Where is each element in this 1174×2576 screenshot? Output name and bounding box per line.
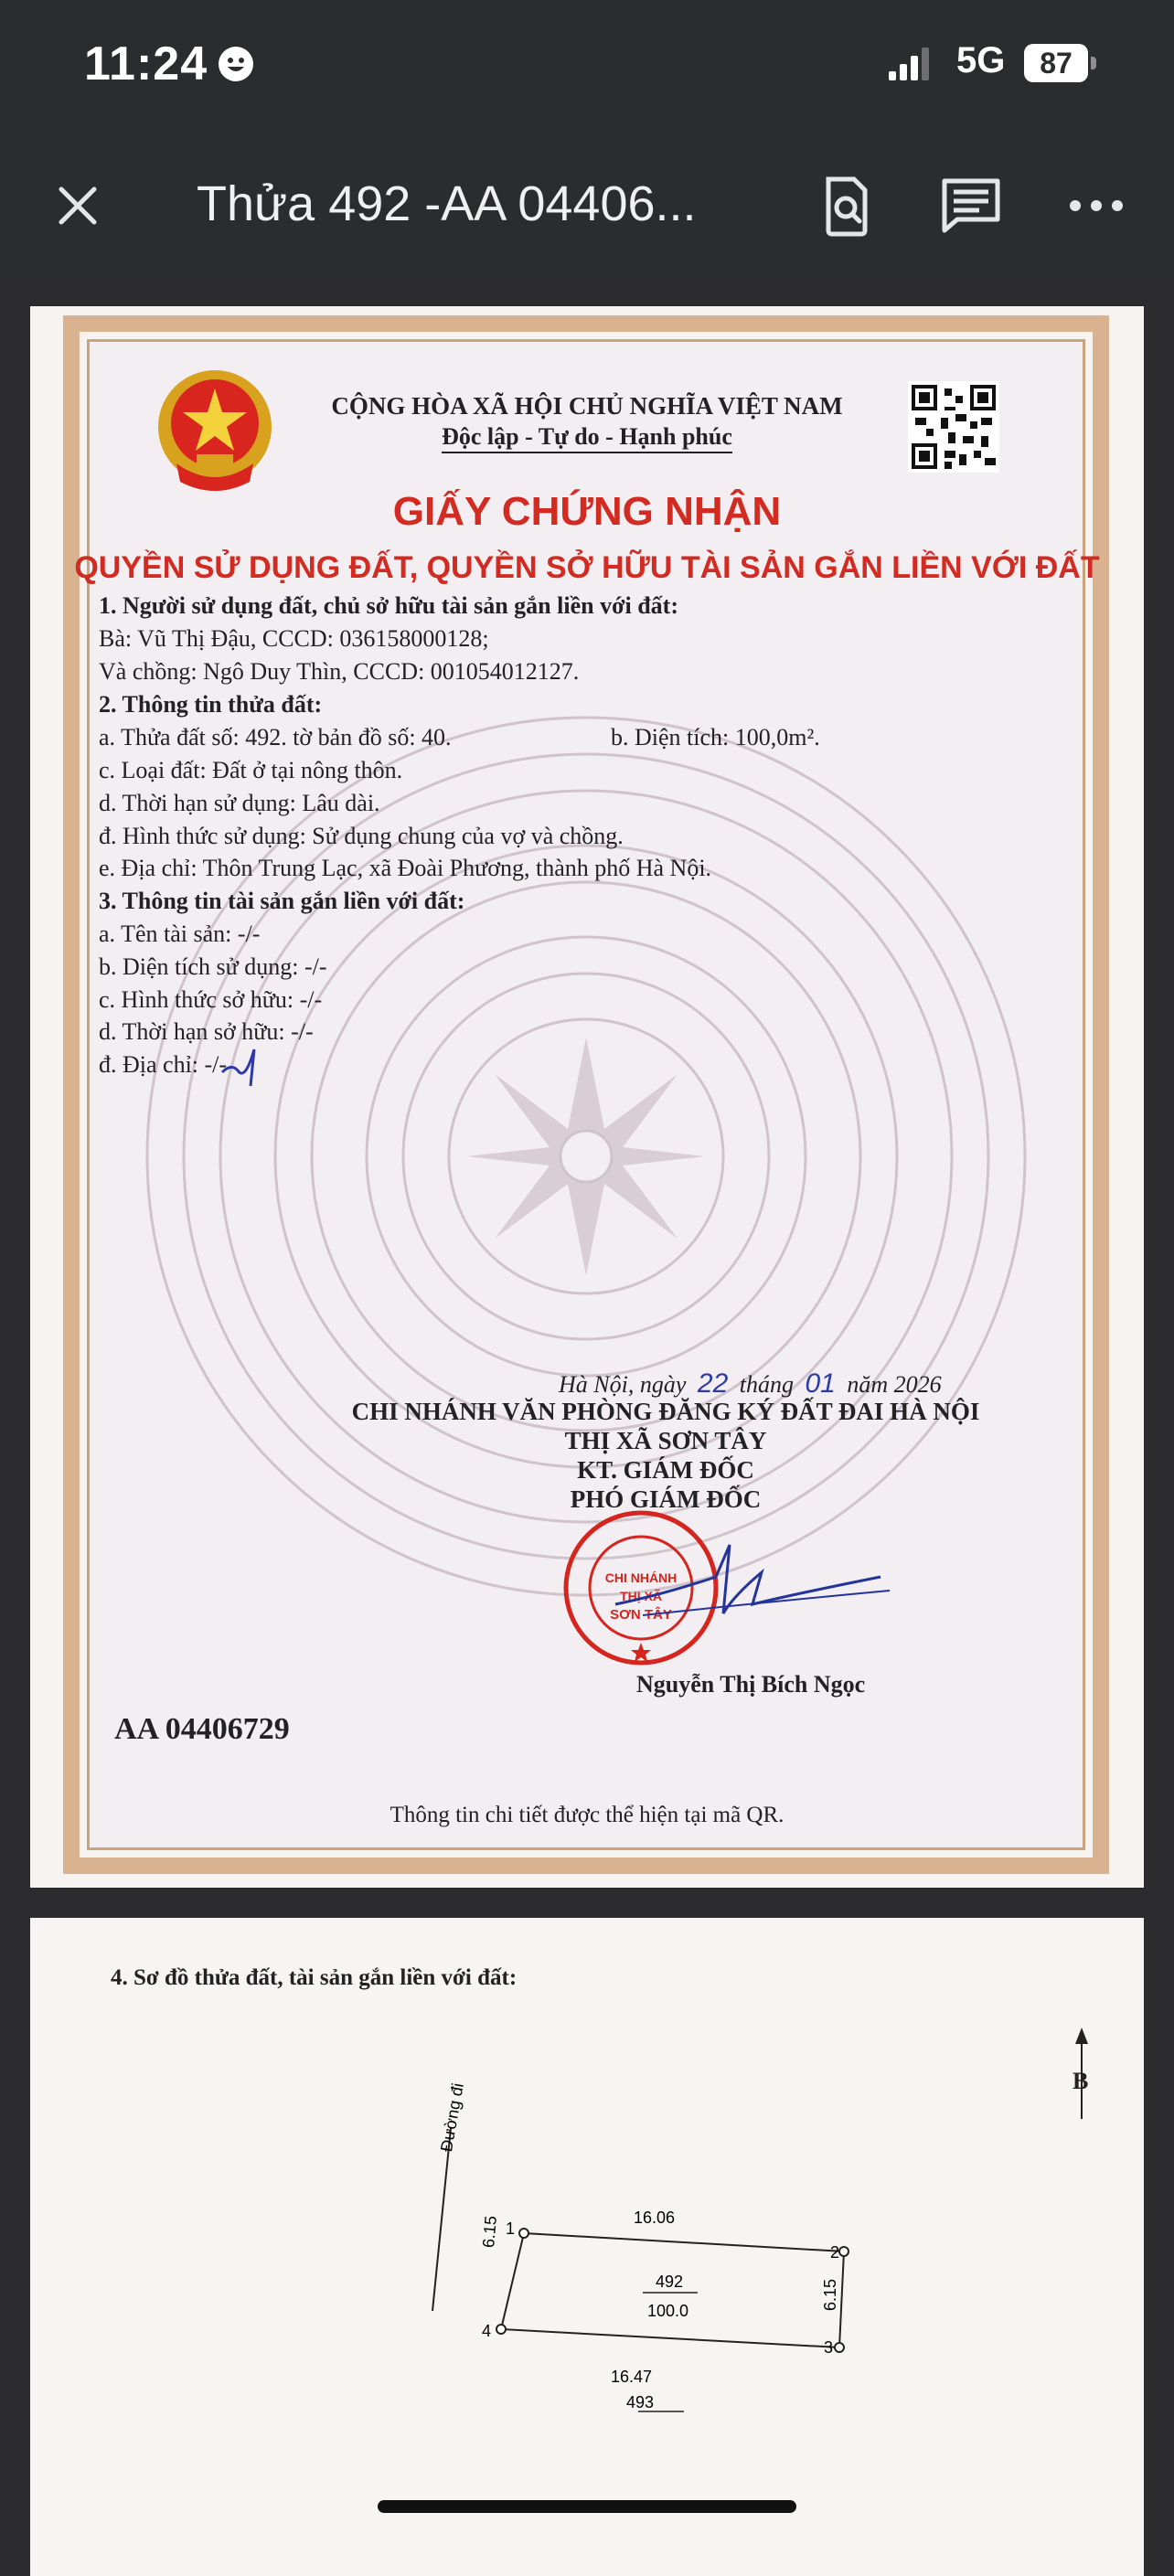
parcel-area: b. Diện tích: 100,0m². — [611, 724, 820, 750]
asset-ownership-form: c. Hình thức sở hữu: -/- — [99, 986, 323, 1013]
more-icon[interactable] — [1062, 172, 1130, 240]
parcel-number-label: 492 — [656, 2273, 684, 2291]
signal-bars-icon — [887, 46, 933, 82]
qr-footer-note: Thông tin chi tiết được thể hiện tại mã QR. — [390, 1803, 784, 1827]
viewer-toolbar — [0, 137, 1174, 282]
parcel-plan-page[interactable] — [30, 1918, 1144, 2576]
date-day: 22 — [697, 1368, 729, 1399]
point-1: 1 — [506, 2219, 516, 2238]
land-type: c. Loại đất: Đất ở tại nông thôn. — [99, 757, 403, 783]
document-title: Thửa 492 -AA 04406... — [197, 176, 697, 231]
signer-name: Nguyễn Thị Bích Ngọc — [636, 1671, 866, 1698]
battery-level: 87 — [1024, 44, 1088, 82]
date-prefix: Hà Nội, ngày — [559, 1371, 687, 1398]
motto-text: Độc lập - Tự do - Hạnh phúc — [442, 423, 732, 453]
date-month-label: tháng — [739, 1371, 794, 1398]
battery-tip — [1091, 57, 1096, 69]
asset-term: d. Thời hạn sở hữu: -/- — [99, 1018, 314, 1045]
signer-title-1: KT. GIÁM ĐỐC — [577, 1456, 754, 1484]
asset-address: đ. Địa chỉ: -/- — [99, 1051, 228, 1078]
home-indicator[interactable] — [378, 2500, 796, 2513]
svg-text:CHI NHÁNH: CHI NHÁNH — [604, 1570, 678, 1585]
battery-icon — [1024, 44, 1097, 82]
certificate-serial: AA 04406729 — [114, 1712, 290, 1746]
edge-bottom-length: 16.47 — [611, 2368, 653, 2386]
status-bar — [0, 0, 1174, 137]
pen-mark — [218, 1045, 282, 1091]
point-2: 2 — [830, 2243, 840, 2262]
signer-title-2: PHÓ GIÁM ĐỐC — [570, 1485, 762, 1513]
owner-wife: Bà: Vũ Thị Đậu, CCCD: 036158000128; — [99, 625, 489, 652]
date-month: 01 — [805, 1368, 836, 1399]
owner-husband: Và chồng: Ngô Duy Thìn, CCCD: 001054012127. — [99, 658, 580, 685]
owner-section-heading: 1. Người sử dụng đất, chủ sở hữu tài sản gắn liền với đất: — [99, 592, 678, 619]
land-section-heading: 2. Thông tin thửa đất: — [99, 691, 323, 718]
parcel-number: a. Thửa đất số: 492. tờ bản đồ số: 40. — [99, 724, 452, 750]
issuing-office-town: THỊ XÃ SƠN TÂY — [564, 1427, 767, 1454]
close-icon[interactable] — [50, 178, 105, 233]
issue-date — [559, 1368, 942, 1400]
asset-area: b. Diện tích sử dụng: -/- — [99, 953, 327, 980]
certificate-subtitle: QUYỀN SỬ DỤNG ĐẤT, QUYỀN SỞ HỮU TÀI SẢN GẮN LIỀN VỚI ĐẤT — [74, 550, 1100, 585]
asset-section-heading: 3. Thông tin tài sản gắn liền với đất: — [99, 888, 465, 914]
land-usage-form: đ. Hình thức sử dụng: Sử dụng chung của vợ và chồng. — [99, 823, 624, 849]
edge-right-length: 6.15 — [821, 2278, 839, 2311]
header-country: CỘNG HÒA XÃ HỘI CHỦ NGHĨA VIỆT NAM — [331, 392, 843, 420]
parcel-area-label: 100.0 — [647, 2302, 689, 2320]
network-type: 5G — [956, 40, 1006, 80]
header-motto — [30, 423, 1144, 451]
handwritten-signature — [606, 1540, 899, 1632]
edge-left-length: 6.15 — [479, 2215, 500, 2249]
svg-text:SƠN TÂY: SƠN TÂY — [610, 1607, 672, 1623]
certificate-page[interactable] — [30, 306, 1144, 1888]
comment-icon[interactable] — [937, 172, 1005, 240]
document-search-icon[interactable] — [812, 172, 880, 240]
plan-section-title: 4. Sơ đồ thửa đất, tài sản gắn liền với đất: — [111, 1965, 518, 1990]
clock: 11:24 — [84, 37, 208, 90]
land-address: e. Địa chỉ: Thôn Trung Lạc, xã Đoài Phương, thành phố Hà Nội. — [99, 855, 712, 881]
road-label: Đường đi — [437, 2081, 467, 2154]
north-label: B — [1073, 2068, 1089, 2094]
point-3: 3 — [824, 2338, 834, 2357]
asset-name: a. Tên tài sản: -/- — [99, 921, 261, 947]
svg-text:THỊ XÃ: THỊ XÃ — [620, 1589, 662, 1603]
date-year: năm 2026 — [847, 1371, 942, 1398]
issuing-office: CHI NHÁNH VĂN PHÒNG ĐĂNG KÝ ĐẤT ĐAI HÀ NỘI — [351, 1398, 980, 1425]
neighbor-parcel-label: 493 — [626, 2393, 655, 2411]
land-term: d. Thời hạn sử dụng: Lâu dài. — [99, 790, 380, 816]
smiley-icon — [218, 46, 254, 82]
edge-top-length: 16.06 — [634, 2209, 676, 2227]
point-4: 4 — [482, 2322, 492, 2340]
certificate-title: GIẤY CHỨNG NHẬN — [392, 489, 782, 534]
